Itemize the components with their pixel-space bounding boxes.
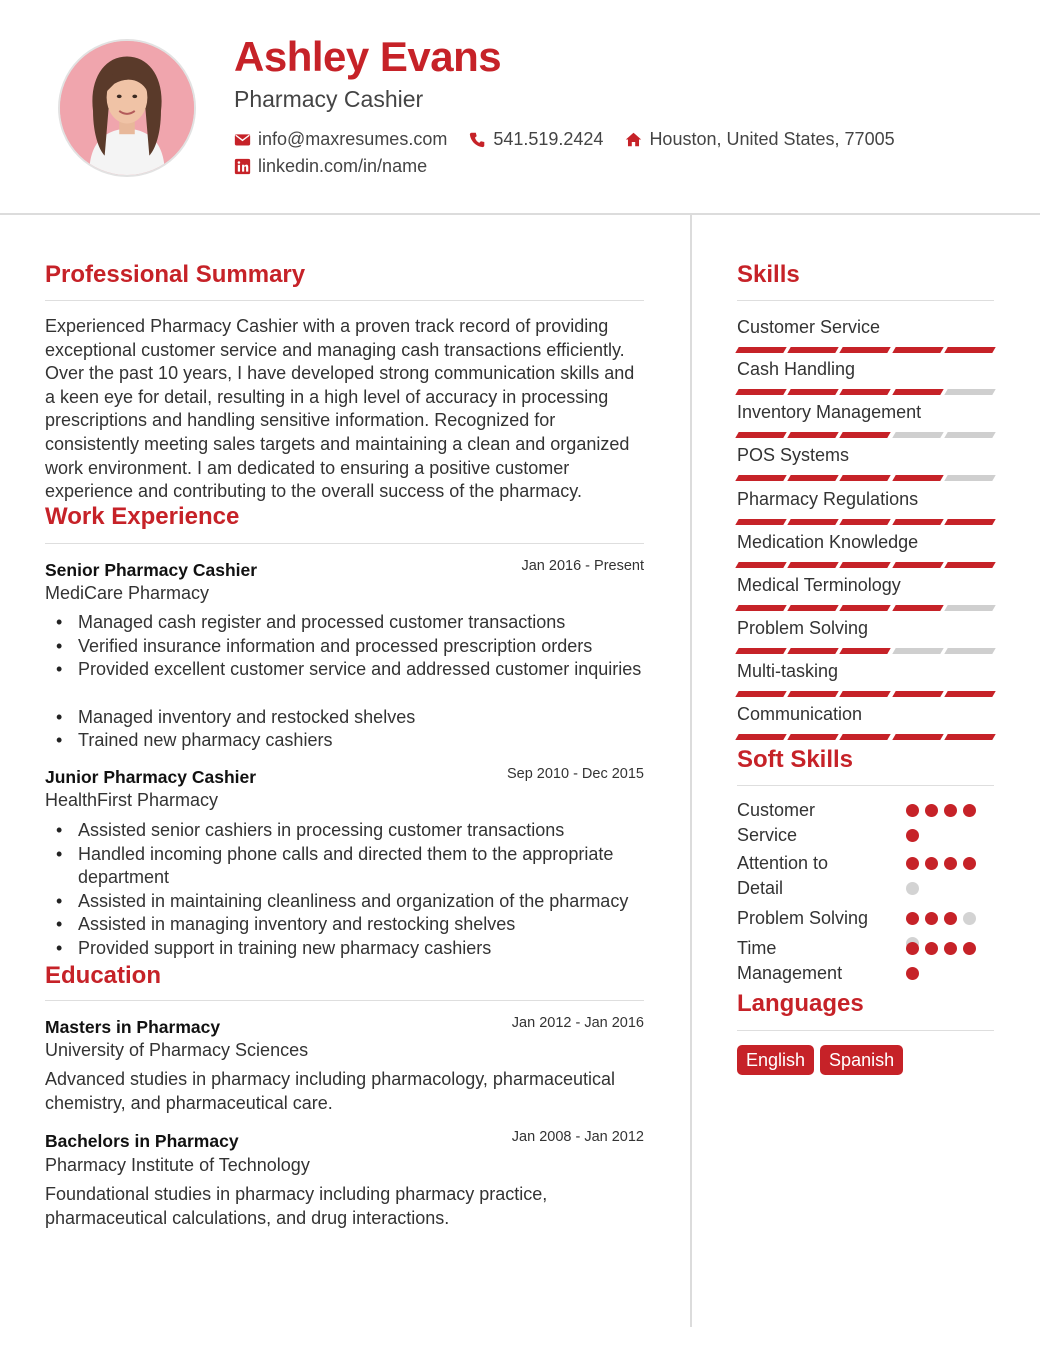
- rating-dot: [925, 857, 938, 870]
- list-item: • Verified insurance information and processed prescription orders: [45, 635, 655, 659]
- rating-dot: [906, 829, 919, 842]
- skill-bar-segment: [892, 347, 944, 353]
- rating-dot: [906, 942, 919, 955]
- linkedin-icon: [234, 158, 251, 175]
- skills-heading: Skills: [737, 261, 800, 288]
- skill-item: [737, 617, 994, 654]
- skill-bar-segment: [840, 432, 892, 438]
- skill-name: Communication: [737, 704, 863, 724]
- skill-bar-segment: [787, 519, 839, 525]
- rating-dot: [944, 912, 957, 925]
- list-item: • Provided excellent customer service and addressed customer inquiries: [45, 658, 655, 682]
- languages-heading: Languages: [737, 990, 864, 1017]
- skill-rating-bar: [737, 475, 994, 481]
- skill-bar-segment: [840, 519, 892, 525]
- profile-photo: [60, 41, 194, 175]
- rating-dot: [944, 804, 957, 817]
- skill-bar-segment: [944, 562, 996, 568]
- email-text: info@maxresumes.com: [258, 129, 448, 149]
- section-rule: [45, 1000, 644, 1001]
- skill-rating-bar: [737, 648, 994, 654]
- soft-skill-name: Problem Solving: [737, 908, 869, 928]
- soft-skill-rating: [906, 857, 986, 895]
- skill-rating-bar: [737, 519, 994, 525]
- degree-title: Bachelors in Pharmacy: [45, 1131, 239, 1151]
- skill-name: Customer Service: [737, 317, 881, 337]
- skill-bar-segment: [944, 648, 996, 654]
- soft-skill-item: [737, 936, 997, 985]
- skill-item: [737, 316, 994, 353]
- skill-name: POS Systems: [737, 445, 850, 465]
- avatar: [58, 39, 196, 177]
- skill-bar-segment: [787, 347, 839, 353]
- skill-name: Inventory Management: [737, 402, 922, 422]
- list-item: • Provided support in training new pharmacy cashiers: [45, 937, 645, 961]
- skill-name: Medical Terminology: [737, 575, 901, 595]
- skill-bar-segment: [944, 432, 996, 438]
- skill-name: Medication Knowledge: [737, 532, 919, 552]
- skill-bar-segment: [735, 562, 787, 568]
- linkedin-contact[interactable]: [234, 156, 427, 177]
- rating-dot: [963, 912, 976, 925]
- skill-item: [737, 660, 994, 697]
- skill-bar-segment: [787, 475, 839, 481]
- skill-bar-segment: [892, 475, 944, 481]
- skill-rating-bar: [737, 691, 994, 697]
- job-title: Junior Pharmacy Cashier: [45, 767, 257, 787]
- skill-bar-segment: [944, 347, 996, 353]
- skill-bar-segment: [892, 691, 944, 697]
- skill-item: [737, 703, 994, 740]
- degree-title: Masters in Pharmacy: [45, 1017, 221, 1037]
- contact-row-2: [234, 156, 449, 177]
- rating-dot: [944, 857, 957, 870]
- skill-bar-segment: [892, 562, 944, 568]
- skill-rating-bar: [737, 347, 994, 353]
- language-list: [737, 1045, 903, 1075]
- home-icon: [625, 131, 642, 148]
- location-text: Houston, United States, 77005: [649, 129, 895, 149]
- candidate-name: Ashley Evans: [234, 33, 502, 80]
- school-name: Pharmacy Institute of Technology: [45, 1155, 310, 1175]
- skill-bar-segment: [840, 562, 892, 568]
- envelope-icon: [234, 131, 251, 148]
- contact-row: [234, 129, 917, 150]
- soft-skill-name: Attention to Detail: [737, 853, 829, 898]
- work-heading: Work Experience: [45, 503, 240, 530]
- job-title: Senior Pharmacy Cashier: [45, 560, 258, 580]
- phone-contact[interactable]: [469, 129, 603, 150]
- skill-bar-segment: [892, 519, 944, 525]
- skill-name: Multi-tasking: [737, 661, 839, 681]
- rating-dot: [906, 804, 919, 817]
- rating-dot: [925, 942, 938, 955]
- skill-bar-segment: [944, 605, 996, 611]
- skill-bar-segment: [787, 389, 839, 395]
- skill-bar-segment: [840, 734, 892, 740]
- skill-bar-segment: [944, 691, 996, 697]
- list-item: • Trained new pharmacy cashiers: [45, 729, 655, 753]
- skill-item: [737, 401, 994, 438]
- skill-bar-segment: [787, 648, 839, 654]
- section-rule: [45, 543, 644, 544]
- job-company: HealthFirst Pharmacy: [45, 790, 219, 810]
- soft-skills-heading: Soft Skills: [737, 746, 854, 773]
- location-contact: [625, 129, 894, 150]
- job-company: MediCare Pharmacy: [45, 583, 210, 603]
- skill-bar-segment: [735, 475, 787, 481]
- rating-dot: [906, 967, 919, 980]
- skill-bar-segment: [892, 432, 944, 438]
- soft-skill-name: Time Management: [737, 938, 843, 983]
- rating-dot: [925, 804, 938, 817]
- soft-skill-rating: [906, 804, 986, 842]
- skill-bar-segment: [840, 605, 892, 611]
- soft-skill-name: Customer Service: [737, 800, 816, 845]
- degree-description: Foundational studies in pharmacy including pharmacy practice, pharmaceutical calculations, and drug interactions.: [45, 1184, 548, 1228]
- skill-bar-segment: [892, 648, 944, 654]
- job-dates: Sep 2010 - Dec 2015: [506, 766, 644, 782]
- soft-skill-item: [737, 798, 997, 847]
- skill-bar-segment: [840, 347, 892, 353]
- skill-item: [737, 358, 994, 395]
- skill-name: Pharmacy Regulations: [737, 489, 919, 509]
- skill-bar-segment: [735, 605, 787, 611]
- education-heading: Education: [45, 962, 162, 989]
- skill-bar-segment: [944, 475, 996, 481]
- candidate-title: Pharmacy Cashier: [234, 86, 424, 112]
- rating-dot: [963, 857, 976, 870]
- section-rule: [737, 785, 994, 786]
- degree-description: Advanced studies in pharmacy including pharmacology, pharmaceutical chemistry, and pharmaceutical care.: [45, 1069, 615, 1113]
- job-dates: Jan 2016 - Present: [521, 558, 644, 574]
- phone-icon: [469, 131, 486, 148]
- section-rule: [45, 300, 644, 301]
- skill-bar-segment: [944, 519, 996, 525]
- skill-bar-segment: [944, 734, 996, 740]
- list-item: • Handled incoming phone calls and directed them to the appropriate department: [45, 843, 645, 890]
- skill-rating-bar: [737, 432, 994, 438]
- soft-skill-item: [737, 851, 997, 900]
- skill-bar-segment: [787, 734, 839, 740]
- degree-dates: Jan 2008 - Jan 2012: [511, 1129, 644, 1145]
- column-divider: [690, 215, 692, 1327]
- soft-skill-item: [737, 906, 997, 931]
- resume-header: [0, 0, 1040, 215]
- skill-bar-segment: [735, 519, 787, 525]
- skill-item: [737, 531, 994, 568]
- skill-item: [737, 574, 994, 611]
- email-contact[interactable]: [234, 129, 447, 150]
- skill-bar-segment: [840, 475, 892, 481]
- rating-dot: [944, 942, 957, 955]
- language-badge: Spanish: [820, 1045, 903, 1075]
- rating-dot: [906, 857, 919, 870]
- list-item: • Assisted in managing inventory and restocking shelves: [45, 913, 645, 937]
- rating-dot: [963, 942, 976, 955]
- skill-name: Problem Solving: [737, 618, 869, 638]
- job-bullets: [45, 611, 655, 753]
- skill-bar-segment: [944, 389, 996, 395]
- skill-bar-segment: [892, 734, 944, 740]
- skill-bar-segment: [787, 605, 839, 611]
- skill-bar-segment: [840, 691, 892, 697]
- list-item: • Managed inventory and restocked shelves: [45, 706, 655, 730]
- skill-bar-segment: [735, 691, 787, 697]
- skill-rating-bar: [737, 734, 994, 740]
- rating-dot: [906, 912, 919, 925]
- rating-dot: [906, 882, 919, 895]
- skill-bar-segment: [787, 562, 839, 568]
- skill-bar-segment: [735, 389, 787, 395]
- skill-bar-segment: [735, 648, 787, 654]
- list-item: • Assisted in maintaining cleanliness and organization of the pharmacy: [45, 890, 645, 914]
- linkedin-text: linkedin.com/in/name: [258, 156, 428, 176]
- job-bullets: [45, 819, 645, 961]
- list-item: • Managed cash register and processed customer transactions: [45, 611, 655, 635]
- phone-text: 541.519.2424: [493, 129, 604, 149]
- skill-rating-bar: [737, 389, 994, 395]
- skill-name: Cash Handling: [737, 359, 856, 379]
- skill-rating-bar: [737, 562, 994, 568]
- soft-skill-rating: [906, 942, 986, 980]
- skill-bar-segment: [840, 648, 892, 654]
- section-rule: [737, 1030, 994, 1031]
- skill-bar-segment: [892, 389, 944, 395]
- skill-bar-segment: [735, 734, 787, 740]
- skill-bar-segment: [787, 691, 839, 697]
- skill-bar-segment: [892, 605, 944, 611]
- skill-item: [737, 444, 994, 481]
- language-badge: English: [737, 1045, 814, 1075]
- section-rule: [737, 300, 994, 301]
- rating-dot: [963, 804, 976, 817]
- degree-dates: Jan 2012 - Jan 2016: [511, 1015, 644, 1031]
- summary-text: Experienced Pharmacy Cashier with a proven track record of providing exceptional customer service and managing cash transactions efficiently. Over the past 10 years, I have developed strong communication skills and a keen eye for detail, resulting in a high level of accuracy in processing prescriptions and handling sensitive information. Recognized for consistently meeting sales targets and maintaining a clean and organized work environment. I am dedicated to ensuring a positive customer experience and contributing to the overall success of the pharmacy.: [45, 316, 635, 502]
- list-item: • Assisted senior cashiers in processing customer transactions: [45, 819, 645, 843]
- rating-dot: [925, 912, 938, 925]
- skill-item: [737, 488, 994, 525]
- summary-heading: Professional Summary: [45, 261, 306, 288]
- skill-rating-bar: [737, 605, 994, 611]
- skill-bar-segment: [840, 389, 892, 395]
- skill-bar-segment: [735, 432, 787, 438]
- skill-bar-segment: [735, 347, 787, 353]
- skill-bar-segment: [787, 432, 839, 438]
- school-name: University of Pharmacy Sciences: [45, 1040, 309, 1060]
